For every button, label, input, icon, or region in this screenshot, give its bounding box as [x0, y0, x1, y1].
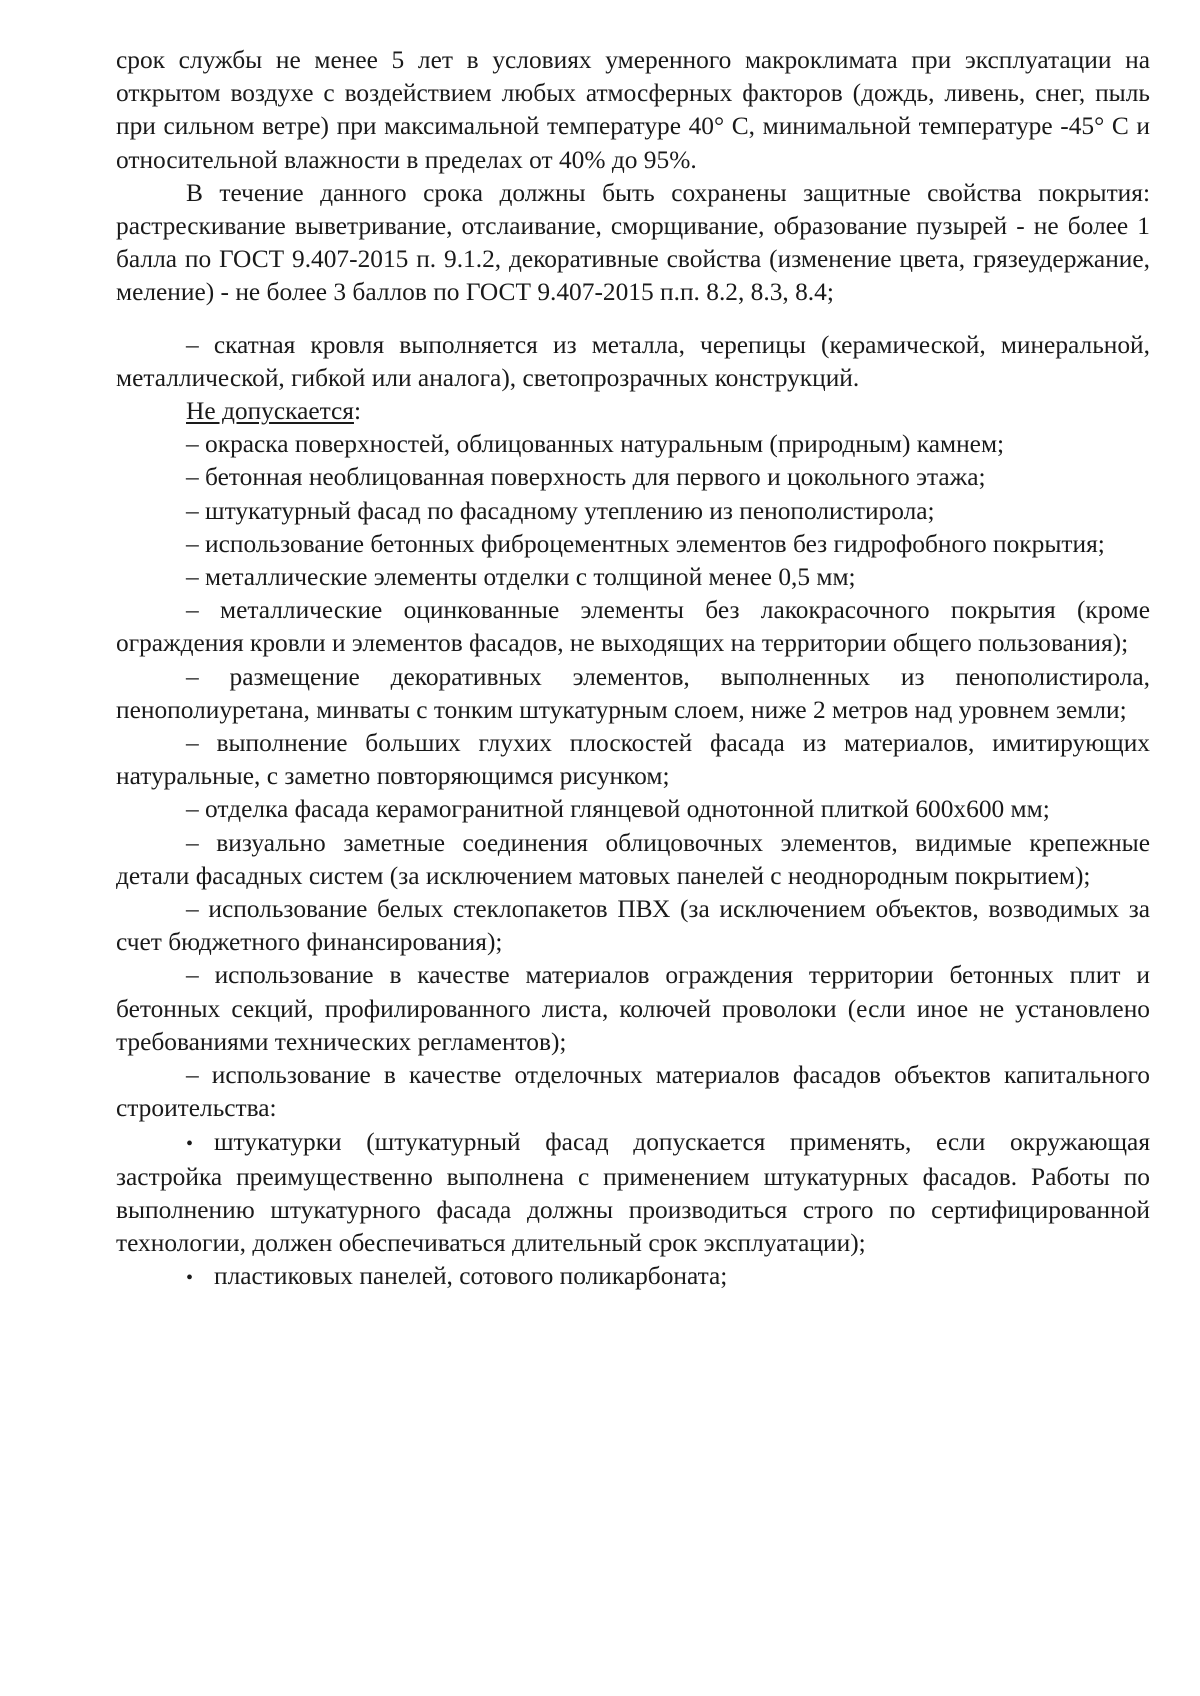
heading-not-allowed — [116, 395, 1150, 428]
list-item-blank-planes: – выполнение больших глухих плоскостей фасада из материалов, имитирующих натуральные, с заметно повторяющимся рисунком; — [116, 729, 1150, 791]
bullet-item-plaster-text: штукатурки (штукатурный фасад допускается применять, если окружающая застройка преимущественно выполнена с применением штукатурных фасадов. Работы по выполнению штукатурного фасада должны производиться строго по сертифицированной технологии, должен обеспечиваться длительный срок эксплуатации); — [116, 1127, 1150, 1258]
list-item-thin-metal: – металлические элементы отделки с толщиной менее 0,5 мм; — [186, 563, 856, 592]
heading-colon: : — [353, 397, 362, 426]
bullet-dot-icon: • — [186, 1132, 194, 1155]
list-item-finishing-materials: – использование в качестве отделочных материалов фасадов объектов капитального строительства: — [116, 1061, 1150, 1123]
list-item-fence-materials: – использование в качестве материалов ограждения территории бетонных плит и бетонных секций, профилированного листа, колючей проволоки (если иное не установлено требованиями технических регламентов); — [116, 961, 1150, 1056]
heading-not-allowed-label: Не допускается — [186, 397, 354, 426]
list-item-galvanized: – металлические оцинкованные элементы без лакокрасочного покрытия (кроме ограждения кровли и элементов фасадов, не выходящих на территории общего пользования); — [116, 596, 1150, 658]
paragraph-protective-properties: В течение данного срока должны быть сохранены защитные свойства покрытия: растрескивание выветривание, отслаивание, сморщивание, образование пузырей - не более 1 балла по ГОСТ 9.407-2015 п. 9.1.2, декоративные свойства (изменение цвета, грязеудержание, меление) - не более 3 баллов по ГОСТ 9.407-2015 п.п. 8.2, 8.3, 8.4; — [116, 178, 1150, 307]
document-body — [116, 44, 1150, 1296]
list-item-plaster-on-eps: – штукатурный фасад по фасадному утеплению из пенополистирола; — [186, 496, 935, 525]
bullet-dot-icon: • — [186, 1267, 194, 1290]
list-item-stone-painting: – окраска поверхностей, облицованных натуральным (природным) камнем; — [186, 430, 1005, 459]
bullet-item-plaster — [116, 1126, 1150, 1261]
bullet-item-plastic-panels-text: пластиковых панелей, сотового поликарбоната; — [214, 1262, 728, 1291]
list-item-visible-joints: – визуально заметные соединения облицовочных элементов, видимые крепежные детали фасадных систем (за исключением матовых панелей с неоднородным покрытием); — [116, 828, 1150, 890]
paragraph-service-life: срок службы не менее 5 лет в условиях умеренного макроклимата при эксплуатации на открытом воздухе с воздействием любых атмосферных факторов (дождь, ливень, снег, пыль при сильном ветре) при максимальной температуре 40° С, минимальной температуре -45° С и относительной влажности в пределах от 40% до 95%. — [116, 46, 1150, 174]
list-item-decor-low: – размещение декоративных элементов, выполненных из пенополистирола, пенополиуретана, минваты с тонким штукатурным слоем, ниже 2 метров над уровнем земли; — [116, 662, 1150, 724]
list-item-fibrocement: – использование бетонных фиброцементных элементов без гидрофобного покрытия; — [186, 529, 1105, 558]
list-item-white-pvc: – использование белых стеклопакетов ПВХ (за исключением объектов, возводимых за счет бюджетного финансирования); — [116, 895, 1150, 957]
list-item-glossy-tile: – отделка фасада керамогранитной глянцевой однотонной плиткой 600х600 мм; — [186, 795, 1050, 824]
list-item-bare-concrete: – бетонная необлицованная поверхность для первого и цокольного этажа; — [186, 463, 986, 492]
bullet-item-plastic-panels — [116, 1260, 1150, 1295]
paragraph-pitched-roof: – скатная кровля выполняется из металла, черепицы (керамической, минеральной, металлической, гибкой или аналога), светопрозрачных конструкций. — [116, 330, 1150, 392]
